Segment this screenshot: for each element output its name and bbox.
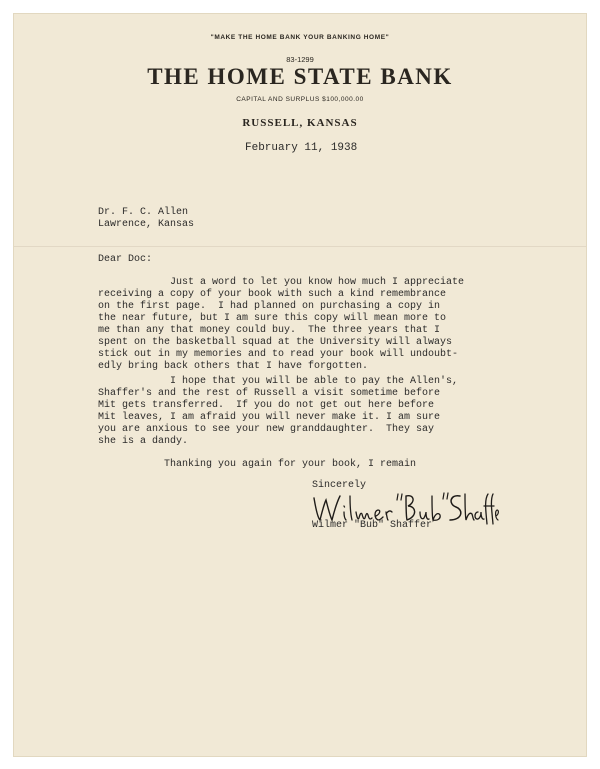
sign-off: Sincerely [312, 480, 367, 491]
body-paragraph-1: Just a word to let you know how much I appreciate receiving a copy of your book with such a kind remembrance on the first page. I had planned on purchasing a copy in the near future, but I am sure this copy will mean more to me than any that money could buy. The three years that I spent on the basketball squad at the University will always stick out in my memories and to read your book will undoubt- edly bring back others that I have forgotten. [98, 277, 465, 372]
letterhead-motto: "MAKE THE HOME BANK YOUR BANKING HOME" [210, 34, 390, 41]
recipient-city: Lawrence, Kansas [98, 219, 195, 230]
closing-line: Thanking you again for your book, I remain [164, 459, 417, 470]
paper-fold-line [14, 246, 586, 247]
letter-page [14, 14, 586, 756]
letterhead-city: RUSSELL, KANSAS [242, 117, 358, 129]
letterhead-capital: CAPITAL AND SURPLUS $100,000.00 [236, 96, 364, 103]
letter-date: February 11, 1938 [245, 142, 358, 154]
letterhead-phone: 83-1299 [286, 55, 314, 64]
bank-name: THE HOME STATE BANK [147, 64, 453, 89]
recipient-address [98, 207, 194, 231]
signer-name: Wilmer "Bub" Shaffer [312, 520, 433, 531]
salutation: Dear Doc: [98, 254, 153, 265]
body-paragraph-2: I hope that you will be able to pay the Allen's, Shaffer's and the rest of Russell a visit sometime before Mit gets transferred. If you do not get out here before Mit leaves, I am afraid you will never make it. I am sure you are anxious to see your new granddaughter. They say she is a dandy. [98, 376, 459, 447]
recipient-name: Dr. F. C. Allen [98, 207, 189, 218]
